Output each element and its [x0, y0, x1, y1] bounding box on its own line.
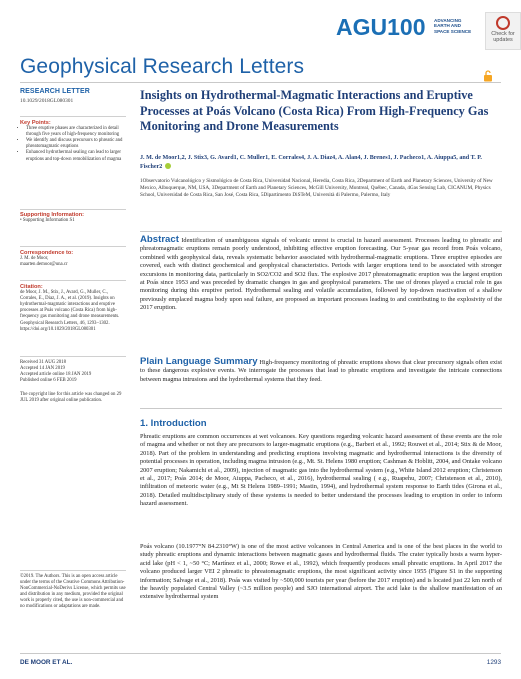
intro-paragraph-2: Poás volcano (10.1977°N 84.2310°W) is one of the most active volcanoes in Central America and is one of the best places in the world to study phreatic eruptions and dynamic interactions between magmatic gases and hydrothermal fluids. The crater typically hosts a warm hyper-acid lake (pH < 1, ~50 °C; Martínez et al., 2000; Rowe et al., 1992), which frequently produces small phreatic eruptions. In April 2017 the volcano produced larger VEI 2 phreatic to phreatomagmatic eruptions, the most significant activity since 1955 (Figure S1 in the supporting information; Salvage et al., 2018). Poás was visited by ~500,000 tourists per year (before the 2017 eruption) and is located just 22 km north of the heavily populated Central Valley (~3.5 million people) and SJO international airport. The acid lake is the shallow manifestation of an extensive hydrothermal system: [140, 543, 502, 601]
supporting-link[interactable]: • Supporting Information S1: [20, 218, 75, 224]
copyright-note: The copyright line for this article was changed on 29 JUL 2019 after original online publication.: [20, 392, 122, 404]
date-accepted: Accepted 14 JAN 2019: [20, 366, 65, 372]
journal-title: Geophysical Research Letters: [20, 55, 305, 78]
abstract-heading: Abstract: [140, 234, 179, 245]
abstract-divider: [140, 231, 502, 232]
correspondence-name: J. M. de Moor,: [20, 256, 49, 262]
pls-text: High-frequency monitoring of phreatic eruptions shows that clear precursory signals often exist to these dangerous explosive events. We interrogate the processes that lead to phreatic eruptions and investigate the intricate connections between magma intrusions and the hydrothermal systems that they feed.: [140, 359, 502, 383]
logo-text: AGU100: [336, 14, 426, 40]
key-point-item: • Enhanced hydrothermal sealing can lead to larger eruptions and top-down remobilization of magma: [26, 150, 126, 162]
abstract-text: Identification of unambiguous signals of volcanic unrest is crucial in hazard assessment. Processes leading to phreatic and phreatomagmatic eruptions remain poorly understood, inhibiting effective eruption forecasting. Our 5-year gas record from Poás volcano, combined with geophysical data, reveals systematic behavior associated with hydrothermal-magmatic eruptions. Three eruptive episodes are covered, each with distinct geochemical and geophysical characteristics. Periods with larger eruptions tend to be associated with stronger excursions in monitoring data, particularly in SO2/CO2 and SO2 flux. The explosive 2017 phreatomagmatic eruption was the largest eruption at Poás since 1953 and was preceded by dramatic changes in gas and geophysical parameters. The use of drones played a crucial role in gas monitoring during this eruptive period. Hydrothermal sealing and volatile accumulation, followed by top-down reactivation of a shallow previously emplaced magma body upon seal failure, are proposed as important processes leading to and contributing to the explosivity of the 2017 eruption.: [140, 237, 503, 312]
supporting-heading: Supporting Information:: [20, 212, 85, 218]
page-number: 1293: [486, 659, 501, 666]
key-points-heading: Key Points:: [20, 120, 51, 126]
citation-text: de Moor, J. M., Stix, J., Avard, G., Muller, C., Corrales, E., Diaz, J. A., et al. (2019). Insights on hydrothermal-magmatic interactions and eruptive processes at Poás volcano (Costa Rica) from high-frequency gas monitoring and drone measurements. Geophysical Research Letters, 46, 1293–1302. https://doi.org/10.1029/2018GL080301: [20, 290, 120, 332]
key-point-item: • We identify and discuss precursors to phreatic and phreatomagmatic eruptions: [26, 138, 126, 150]
footer-divider: [20, 653, 501, 654]
pls-heading: Plain Language Summary: [140, 356, 258, 367]
intro-paragraph-1: Phreatic eruptions are common occurrences at wet volcanoes. Key questions regarding volcanic hazard assessment of these events are the role of magma and whether or not they are precursors to larger-magmatic eruptions (e.g., Barberi et al., 1992; Rouwet et al., 2014; Stix & de Moor, 2018). Part of the problem in understanding and predicting eruptions involving magmatic and hydrothermal interactions is the diversity of potential processes in operation, including magma intrusion (e.g., Mt. St. Helens 1980 eruption; Cashman & Hoblitt, 2004, and Ontake volcano 2007 eruption; Nakamichi et al., 2009), injection of magmatic gas into the hydrothermal system (e.g., White Island 2012 eruption; Christenson et al., 2017; Poás 2014; de Moor, Aiuppa, Pacheco, et al., 2016), hydrothermal sealing ( e.g., Ruapehu, 2007; Christenson et al., 2010), infiltration of meteoric water (e.g., Mt St Helens 1989–1991; Mastin, 1994), and hydrothermal system response to Earth tides (Girona et al., 2018). Detailed multidisciplinary study of these systems is needed to better understand the processes leading to eruption in order to inform hazard assessment.: [140, 433, 502, 508]
sidebar-divider: [20, 246, 126, 247]
article-doi: 10.1029/2018GL080301: [20, 98, 74, 104]
citation-section: [20, 284, 126, 333]
key-points-section: [20, 120, 126, 163]
header-divider: [20, 82, 501, 83]
correspondence-section: [20, 250, 126, 268]
date-received: Received 31 AUG 2018: [20, 360, 66, 365]
open-access-lock-icon: [482, 70, 494, 82]
logo-tagline: ADVANCING EARTH AND SPACE SCIENCE: [434, 18, 472, 34]
sidebar-divider: [20, 356, 126, 357]
date-published: Published online 6 FEB 2019: [20, 378, 77, 384]
correspondence-email[interactable]: maarten.demoor@una.cr: [20, 262, 68, 268]
sidebar-divider: [20, 280, 126, 281]
article-title: Insights on Hydrothermal-Magmatic Interactions and Eruptive Processes at Poás Volcano (Costa Rica) From High-Frequency Gas Monitoring and Drone Measurements: [140, 88, 489, 133]
section-divider: [140, 408, 502, 409]
plain-language-summary: [140, 358, 502, 384]
dates-section: [20, 360, 126, 384]
author-list: J. M. de Moor1,2, J. Stix3, G. Avard1, C. Muller1, E. Corrales4, J. A. Diaz4, A. Alan4, J. Brenes1, J. Pacheco1, A. Aiuppa5, and T. P. Fischer2: [140, 155, 482, 170]
citation-heading: Citation:: [20, 284, 43, 290]
affiliations: 1Observatorio Vulcanológico y Sismológico de Costa Rica, Universidad Nacional, Heredia, Costa Rica, 2Department of Earth and Planetary Sciences, University of New Mexico, Albuquerque, NM, USA, 3Department of Earth and Planetary Sciences, McGill University, Montreal, Québec, Canada, 4Gas Sensing Lab, CICANUM, Physics School, Universidad de Costa Rica, San José, Costa Rica, 5Dipartimento DiSTeM, Università di Palermo, Palermo, Italy: [140, 178, 493, 198]
running-author: DE MOOR ET AL.: [20, 659, 73, 666]
date-accepted-online: Accepted article online 18 JAN 2019: [20, 372, 92, 378]
sidebar-divider: [20, 209, 126, 210]
correspondence-heading: Correspondence to:: [20, 250, 74, 256]
check-for-updates-button[interactable]: Check for updates: [485, 12, 521, 50]
sidebar-divider: [20, 570, 126, 571]
agu100-logo: [336, 12, 488, 46]
intro-heading: 1. Introduction: [140, 418, 207, 429]
article-type-label: RESEARCH LETTER: [20, 88, 90, 95]
key-point-item: • Three eruptive phases are characterized in detail through five years of high-frequency monitoring: [26, 126, 126, 138]
orcid-icon[interactable]: [165, 163, 171, 169]
license-text: ©2019. The Authors. This is an open access article under the terms of the Creative Commons Attribution-NonCommercial-NoDerivs License, which permits use and distribution in any medium, provided the original work is properly cited, the use is non-commercial and no modifications or adaptations are made.: [20, 574, 126, 610]
supporting-info-section: [20, 212, 126, 224]
check-updates-icon: [496, 16, 510, 30]
sidebar-divider: [20, 116, 126, 117]
abstract-block: [140, 236, 502, 313]
